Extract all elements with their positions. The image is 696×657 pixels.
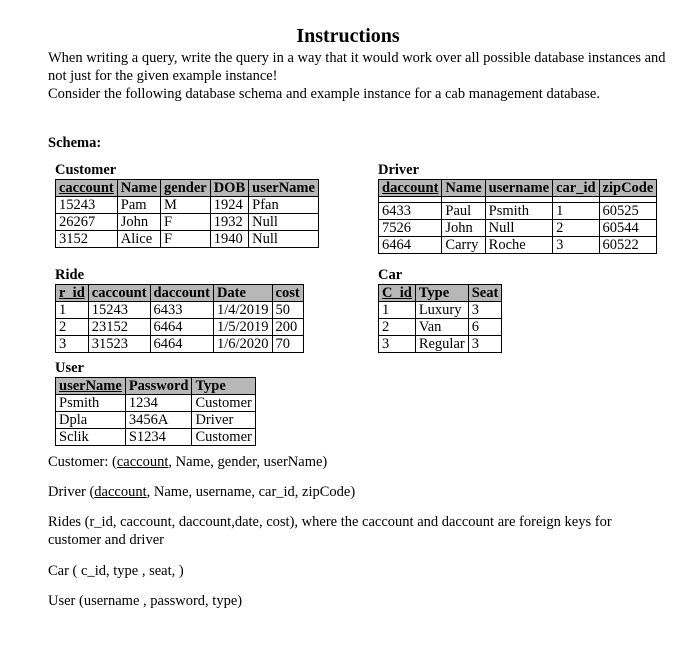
ride-cell: 50 xyxy=(272,302,303,319)
customer-table-label: Customer xyxy=(55,162,117,178)
car-header-row xyxy=(379,285,502,302)
table-row xyxy=(56,429,256,446)
car-table-block xyxy=(378,267,502,353)
user-cell: 1234 xyxy=(125,395,192,412)
ride-cell: 1/5/2019 xyxy=(213,319,272,336)
customer-cell: M xyxy=(161,197,211,214)
driver-cell: 1 xyxy=(553,203,599,220)
user-cell: Driver xyxy=(192,412,255,429)
customer-cell: John xyxy=(117,214,160,231)
ride-cell: 6464 xyxy=(150,319,213,336)
schema-line-customer-key: caccount xyxy=(116,454,169,470)
table-row xyxy=(379,336,502,353)
user-cell: Customer xyxy=(192,395,255,412)
customer-cell: Null xyxy=(249,214,319,231)
customer-cell: F xyxy=(161,214,211,231)
customer-cell: Alice xyxy=(117,231,160,248)
car-cell: 2 xyxy=(379,319,416,336)
ride-header-row xyxy=(56,285,304,302)
table-row xyxy=(56,214,319,231)
user-table-label: User xyxy=(55,360,84,376)
schema-line-driver-key: daccount xyxy=(94,484,147,500)
ride-cell: 2 xyxy=(56,319,89,336)
user-cell: Customer xyxy=(192,429,255,446)
schema-heading: Schema: xyxy=(48,135,102,151)
ride-cell: 6433 xyxy=(150,302,213,319)
intro-text xyxy=(48,49,668,103)
ride-table xyxy=(55,284,304,353)
driver-cell: 2 xyxy=(553,220,599,237)
driver-cell: Psmith xyxy=(485,203,552,220)
customer-column-header: userName xyxy=(249,180,319,197)
customer-cell: 3152 xyxy=(56,231,118,248)
table-row xyxy=(56,302,304,319)
car-cell: 6 xyxy=(468,319,502,336)
customer-cell: 1940 xyxy=(210,231,248,248)
user-column-header: userName xyxy=(56,378,126,395)
driver-table xyxy=(378,179,657,254)
table-row xyxy=(56,319,304,336)
driver-column-header: daccount xyxy=(379,180,442,197)
table-row xyxy=(56,231,319,248)
user-cell: Psmith xyxy=(56,395,126,412)
driver-cell: John xyxy=(442,220,485,237)
ride-column-header: cost xyxy=(272,285,303,302)
ride-cell: 31523 xyxy=(88,336,150,353)
ride-cell: 1/6/2020 xyxy=(213,336,272,353)
driver-cell: 6464 xyxy=(379,237,442,254)
table-row xyxy=(56,395,256,412)
ride-cell: 23152 xyxy=(88,319,150,336)
user-cell: Dpla xyxy=(56,412,126,429)
user-table xyxy=(55,377,256,446)
table-row xyxy=(379,319,502,336)
ride-column-header: r_id xyxy=(56,285,89,302)
customer-table-block xyxy=(55,162,319,248)
driver-cell: 60525 xyxy=(599,203,657,220)
schema-line-customer xyxy=(48,453,658,471)
driver-cell: Roche xyxy=(485,237,552,254)
table-row xyxy=(56,336,304,353)
customer-column-header: Name xyxy=(117,180,160,197)
user-header-row xyxy=(56,378,256,395)
intro-paragraph-1: When writing a query, write the query in a way that it would work over all possible database instances and not just for the given example instance! xyxy=(48,50,666,84)
table-row xyxy=(379,302,502,319)
driver-cell: Carry xyxy=(442,237,485,254)
car-cell: Van xyxy=(415,319,468,336)
schema-line-rides: Rides (r_id, caccount, daccount,date, cost), where the caccount and daccount are foreign keys for customer and driver xyxy=(48,514,612,548)
driver-table-label: Driver xyxy=(378,162,420,178)
driver-cell: Paul xyxy=(442,203,485,220)
table-row xyxy=(379,237,657,254)
car-cell: 3 xyxy=(379,336,416,353)
car-table-label: Car xyxy=(378,267,403,283)
customer-cell: F xyxy=(161,231,211,248)
ride-cell: 1/4/2019 xyxy=(213,302,272,319)
customer-column-header: caccount xyxy=(56,180,118,197)
table-row xyxy=(379,203,657,220)
driver-column-header: Name xyxy=(442,180,485,197)
ride-cell: 3 xyxy=(56,336,89,353)
schema-line-driver xyxy=(48,483,658,501)
schema-line-customer-name: Customer: ( xyxy=(48,454,117,470)
ride-column-header: Date xyxy=(213,285,272,302)
car-column-header: C_id xyxy=(379,285,416,302)
ride-cell: 1 xyxy=(56,302,89,319)
car-column-header: Seat xyxy=(468,285,502,302)
page-title: Instructions xyxy=(296,25,400,47)
customer-cell: 1924 xyxy=(210,197,248,214)
customer-cell: 1932 xyxy=(210,214,248,231)
customer-table xyxy=(55,179,319,248)
driver-cell: 60544 xyxy=(599,220,657,237)
driver-cell: 7526 xyxy=(379,220,442,237)
driver-header-row xyxy=(379,180,657,197)
driver-cell: 60522 xyxy=(599,237,657,254)
customer-header-row xyxy=(56,180,319,197)
ride-table-block xyxy=(55,267,304,353)
customer-cell: 26267 xyxy=(56,214,118,231)
schema-line-driver-name: Driver ( xyxy=(48,484,95,500)
intro-paragraph-2: Consider the following database schema and example instance for a cab management database. xyxy=(48,86,600,102)
ride-cell: 15243 xyxy=(88,302,150,319)
driver-cell: 6433 xyxy=(379,203,442,220)
schema-line-customer-rest: , Name, gender, userName) xyxy=(168,454,328,470)
user-column-header: Password xyxy=(125,378,192,395)
table-row xyxy=(56,197,319,214)
schema-line-user: User (username , password, type) xyxy=(48,593,243,609)
car-cell: 3 xyxy=(468,302,502,319)
table-row xyxy=(379,220,657,237)
driver-table-block xyxy=(378,162,657,254)
user-table-block xyxy=(55,360,256,446)
customer-cell: Pam xyxy=(117,197,160,214)
schema-line-car: Car ( c_id, type , seat, ) xyxy=(48,563,184,579)
customer-cell: 15243 xyxy=(56,197,118,214)
driver-column-header: username xyxy=(485,180,552,197)
ride-column-header: daccount xyxy=(150,285,213,302)
table-row xyxy=(56,412,256,429)
ride-cell: 6464 xyxy=(150,336,213,353)
driver-cell: 3 xyxy=(553,237,599,254)
driver-cell: Null xyxy=(485,220,552,237)
car-column-header: Type xyxy=(415,285,468,302)
user-cell: S1234 xyxy=(125,429,192,446)
ride-cell: 70 xyxy=(272,336,303,353)
car-cell: Luxury xyxy=(415,302,468,319)
user-cell: Sclik xyxy=(56,429,126,446)
customer-column-header: gender xyxy=(161,180,211,197)
car-cell: 3 xyxy=(468,336,502,353)
user-cell: 3456A xyxy=(125,412,192,429)
customer-cell: Pfan xyxy=(249,197,319,214)
customer-column-header: DOB xyxy=(210,180,248,197)
car-table xyxy=(378,284,502,353)
ride-cell: 200 xyxy=(272,319,303,336)
driver-column-header: zipCode xyxy=(599,180,657,197)
schema-line-driver-rest: , Name, username, car_id, zipCode) xyxy=(146,484,356,500)
ride-table-label: Ride xyxy=(55,267,84,283)
driver-column-header: car_id xyxy=(553,180,599,197)
car-cell: 1 xyxy=(379,302,416,319)
user-column-header: Type xyxy=(192,378,255,395)
customer-cell: Null xyxy=(249,231,319,248)
car-cell: Regular xyxy=(415,336,468,353)
ride-column-header: caccount xyxy=(88,285,150,302)
